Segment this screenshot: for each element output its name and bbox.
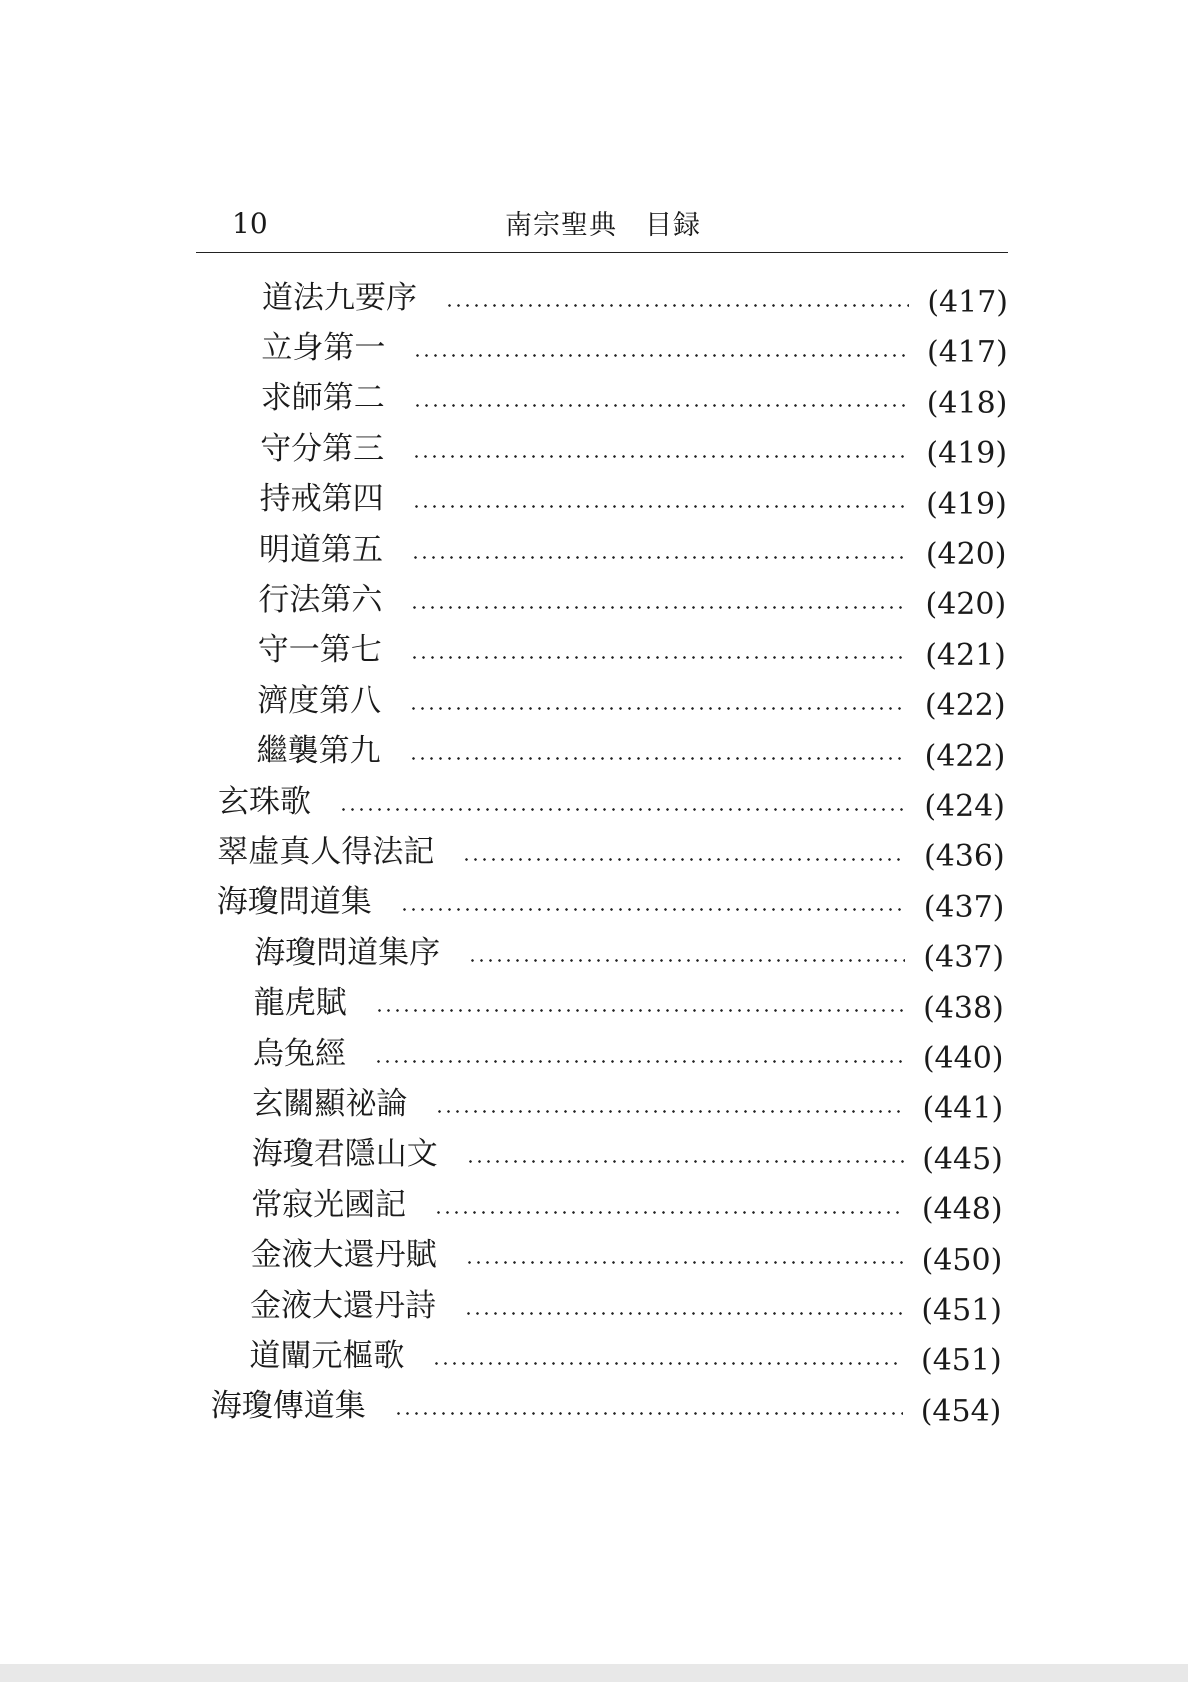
toc-entry — [217, 830, 1004, 874]
toc-entry-page: (448) — [921, 1192, 1003, 1228]
toc-entry-title: 金液大還丹賦 — [250, 1237, 437, 1274]
dot-leader — [468, 959, 905, 962]
toc-entry — [261, 326, 1007, 370]
toc-entry-page: (454) — [920, 1393, 1002, 1429]
toc-entry — [260, 478, 1007, 522]
toc-entry-page: (445) — [922, 1141, 1003, 1177]
toc-entry-title: 常寂光國記 — [251, 1186, 407, 1223]
toc-entry-page: (438) — [923, 990, 1004, 1026]
toc-entry — [211, 1385, 1002, 1429]
toc-entry-title: 海瓊問道集序 — [254, 934, 441, 971]
dot-leader — [409, 707, 907, 710]
toc-entry — [257, 730, 1006, 774]
toc-entry-title: 守一第七 — [257, 632, 382, 669]
dot-leader — [462, 858, 906, 861]
toc-entry-page: (420) — [925, 537, 1007, 572]
scan-edge — [0, 1664, 1188, 1682]
dot-leader — [445, 304, 909, 307]
toc-entry-page: (417) — [927, 335, 1008, 371]
toc-entry — [254, 982, 1004, 1026]
toc-entry-page: (451) — [921, 1343, 1002, 1379]
toc-entry — [262, 276, 1008, 320]
toc-entry-title: 海瓊傳道集 — [210, 1388, 366, 1425]
toc-entry-page: (451) — [921, 1293, 1002, 1328]
toc-entry-page: (417) — [927, 285, 1008, 320]
toc-entry-page: (441) — [922, 1091, 1004, 1127]
dot-leader — [434, 1211, 904, 1214]
dot-leader — [435, 1110, 904, 1113]
toc-entry — [252, 1082, 1003, 1126]
dot-leader — [464, 1312, 903, 1315]
dot-leader — [375, 1009, 906, 1012]
dot-leader — [400, 908, 906, 911]
toc-entry-page: (437) — [923, 940, 1005, 976]
toc-entry-title: 明道第五 — [259, 531, 383, 568]
toc-entry-title: 道闡元樞歌 — [249, 1337, 405, 1374]
toc-entry-page: (422) — [924, 688, 1006, 724]
toc-entry-title: 海瓊問道集 — [216, 884, 372, 921]
running-title: 南宗聖典 目録 — [505, 210, 701, 241]
toc-entry-title: 求師第二 — [260, 380, 385, 417]
toc-entry-page: (418) — [926, 385, 1008, 421]
toc-entry-page: (422) — [924, 738, 1006, 774]
toc-entry-title: 濟度第八 — [257, 682, 382, 719]
toc-entry-title: 烏兔經 — [253, 1035, 346, 1072]
dot-leader — [432, 1362, 903, 1365]
dot-leader — [466, 1160, 904, 1163]
page-number: 10 — [232, 207, 268, 240]
toc-entry-page: (419) — [926, 486, 1007, 522]
toc-entry-title: 立身第一 — [261, 329, 386, 366]
dot-leader — [394, 1412, 903, 1415]
toc-entry-page: (421) — [925, 637, 1006, 673]
dot-leader — [411, 556, 908, 559]
toc-entry-title: 繼襲第九 — [256, 733, 381, 770]
toc-entry — [254, 931, 1004, 975]
toc-entry-page: (419) — [926, 436, 1008, 472]
toc-entry-title: 金液大還丹詩 — [250, 1287, 436, 1324]
dot-leader — [413, 354, 909, 357]
dot-leader — [410, 656, 907, 659]
toc-entry-page: (436) — [924, 839, 1005, 875]
toc-entry-page: (440) — [922, 1041, 1004, 1076]
toc-entry — [258, 578, 1006, 622]
toc-entry-title: 行法第六 — [258, 581, 383, 618]
toc-entry — [252, 1133, 1003, 1177]
dot-leader — [412, 455, 908, 458]
toc-entry-title: 守分第三 — [260, 430, 385, 467]
toc-entry — [261, 377, 1008, 421]
dot-leader — [465, 1261, 904, 1264]
toc-entry — [260, 427, 1007, 471]
toc-entry — [258, 629, 1006, 673]
toc-entry — [218, 780, 1005, 824]
toc-entry-title: 海瓊君隱山文 — [251, 1136, 438, 1173]
toc-entry-title: 翠虛真人得法記 — [217, 833, 435, 870]
dot-leader — [374, 1060, 905, 1063]
dot-leader — [409, 757, 907, 760]
toc-entry-page: (437) — [923, 889, 1005, 925]
toc-entry-title: 玄關顯祕論 — [252, 1085, 408, 1122]
toc-entry — [249, 1334, 1001, 1378]
toc-entry — [257, 679, 1005, 723]
toc-entry-title: 龍虎賦 — [253, 985, 347, 1022]
toc-entry-title: 玄珠歌 — [218, 783, 311, 820]
toc-entry-title: 道法九要序 — [262, 279, 417, 316]
dot-leader — [410, 606, 907, 609]
toc-entry-title: 持戒第四 — [259, 481, 384, 518]
toc-entry-page: (424) — [924, 789, 1005, 824]
toc-entry — [251, 1234, 1003, 1278]
toc-entry-page: (420) — [925, 587, 1007, 623]
dot-leader — [339, 808, 906, 811]
toc-entry — [217, 881, 1005, 925]
toc-entry-page: (450) — [921, 1242, 1003, 1278]
dot-leader — [412, 505, 909, 508]
toc-entry — [259, 528, 1007, 572]
toc-entry — [251, 1183, 1002, 1227]
toc-entry — [253, 1032, 1004, 1076]
dot-leader — [413, 404, 909, 407]
toc-entry — [250, 1284, 1002, 1328]
